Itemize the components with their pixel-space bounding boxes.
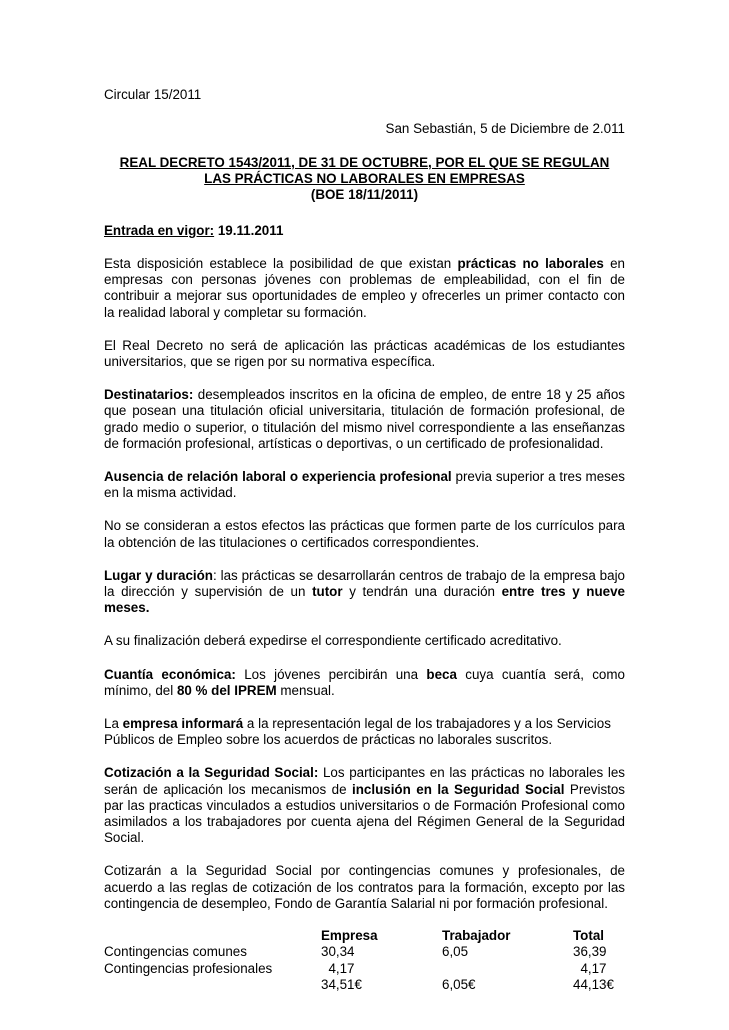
table-row [104,944,625,960]
title-line-2: LAS PRÁCTICAS NO LABORALES EN EMPRESAS [204,171,525,186]
entry-into-force-date: 19.11.2011 [214,223,284,238]
table-cell: Contingencias comunes [104,944,247,960]
text-run: en empresas con personas jóvenes con problemas de empleabilidad, con el fin de contribuir a mejorar sus oportunidades de empleo y ofrecerles un primer contacto con la realidad laboral y completar su formación. [104,256,625,320]
table-row [104,961,625,977]
table-cell: 44,13€ [573,976,614,992]
bold-run: Destinatarios: [104,387,194,403]
bold-run: empresa informará [122,716,244,732]
paragraph-scope: El Real Decreto no será de aplicación las prácticas académicas de los estudiantes universitarios, que se rigen por su normativa específica. [104,337,625,370]
bold-run: Ausencia de relación laboral o experiencia profesional [104,469,452,485]
text-run: mensual. [276,682,335,698]
bold-run: Cuantía económica: [104,666,236,682]
paragraph-intro [104,256,625,321]
paragraph-certificate: A su finalización deberá expedirse el correspondiente certificado acreditativo. [104,633,562,649]
table-cell: Contingencias profesionales [104,960,273,976]
table-header-cell: Trabajador [442,928,511,944]
entry-into-force [104,223,625,239]
table-header-row [104,928,625,944]
table-row [104,977,625,993]
bold-run: beca [426,666,457,682]
table-cell: 6,05€ [442,976,476,992]
text-run: Esta disposición establece la posibilidad de que existan [104,256,458,271]
paragraph-place-duration [104,568,625,617]
document-date: San Sebastián, 5 de Diciembre de 2.011 [385,121,625,136]
text-run: previa superior a tres meses en la misma actividad. [104,469,625,501]
table-header-cell: Empresa [321,928,378,944]
bold-run: Cotización a la Seguridad Social: [104,765,319,781]
text-run: Previstos par las practicas vinculados a estudios universitarios o de Formación Profesional como asimilados a los trabajadores por cuenta ajena del Régimen General de la Seguridad Social. [104,781,626,846]
paragraph-no-employment [104,469,625,501]
bold-run: entre tres y nueve meses. [104,584,625,616]
paragraph-recipients [104,387,625,452]
paragraph-amount [104,667,625,699]
text-run: Los participantes en las prácticas no laborales les serán de aplicación los mecanismos de [104,765,625,797]
text-run: : las prácticas se desarrollarán centros de trabajo de la empresa bajo la dirección y supervisión de un [104,567,625,600]
table-cell [104,977,321,993]
bold-run: inclusión en la Seguridad Social [352,781,565,797]
text-run: cuya cuantía será, como mínimo, del [104,666,625,698]
text-run: a la representación legal de los trabajadores y a los Servicios Públicos de Empleo sobre los acuerdos de prácticas no laborales suscritos. [104,716,611,748]
entry-into-force-label: Entrada en vigor: [104,223,215,238]
table-header-cell [104,928,321,944]
table-cell [442,961,573,977]
title-line-1: REAL DECRETO 1543/2011, DE 31 DE OCTUBRE, POR EL QUE SE REGULAN [119,155,610,170]
text-run: y tendrán una duración [342,584,502,600]
document-title [104,155,625,203]
table-cell: 4,17 [321,960,355,976]
table-cell: 36,39 [573,944,607,960]
table-header-cell: Total [573,928,604,944]
bold-run: tutor [312,584,343,600]
table-cell: 30,34 [321,944,355,960]
paragraph-social-security [104,765,625,846]
text-run: desempleados inscritos en la oficina de empleo, de entre 18 y 25 años que posean una titulación oficial universitaria, titulación de formación profesional, de grado medio o superior, o titulación del mismo nivel correspondiente a las enseñanzas de formación profesional, artísticas o deportivas, o un certificado de profesionalidad. [104,387,625,451]
text-run: Los jóvenes percibirán una [235,666,427,682]
table-cell: 4,17 [573,960,607,976]
contributions-table [104,928,625,993]
table-cell: 6,05 [442,944,469,960]
circular-number: Circular 15/2011 [104,87,202,102]
paragraph-exclusions: No se consideran a estos efectos las prácticas que formen parte de los currículos para la obtención de las titulaciones o certificados correspondientes. [104,518,625,550]
paragraph-contributions: Cotizarán a la Seguridad Social por contingencias comunes y profesionales, de acuerdo a las reglas de cotización de los contratos para la formación, excepto por las contingencia de desempleo, Fondo de Garantía Salarial ni por formación profesional. [104,863,625,911]
text-run: La [104,716,123,732]
bold-run: prácticas no laborales [457,256,604,271]
paragraph-company-info [104,716,625,748]
title-line-3: (BOE 18/11/2011) [310,187,419,202]
bold-run: 80 % del IPREM [176,682,277,698]
bold-run: Lugar y duración [104,567,213,583]
table-cell: 34,51€ [321,976,362,992]
